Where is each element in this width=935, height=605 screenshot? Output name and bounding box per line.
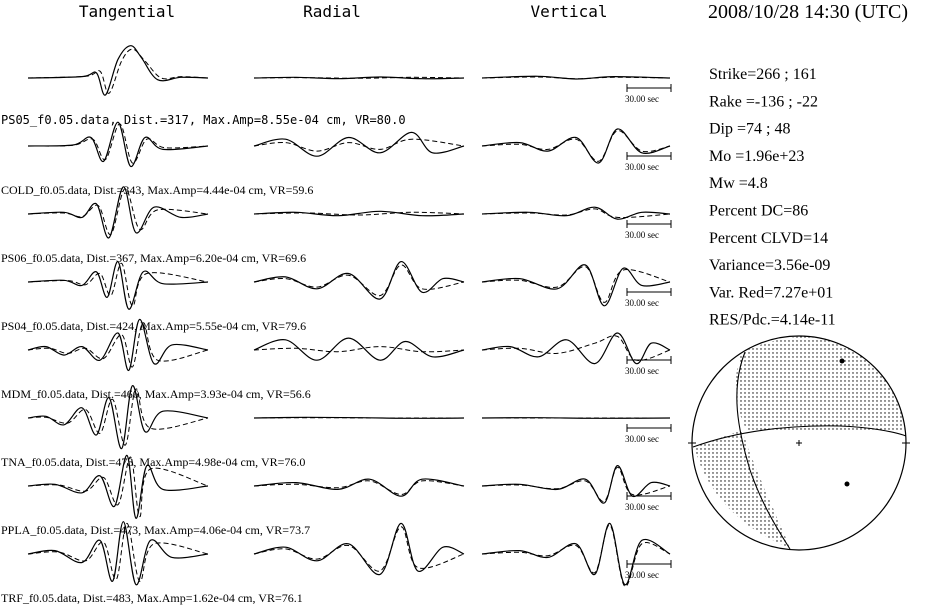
solution-row-7: Percent CLVD=14 — [709, 229, 829, 247]
station-label-8: TRF_f0.05.data, Dist.=483, Max.Amp=1.62e-04 cm, VR=76.1 — [1, 591, 303, 605]
focal-mechanism-beachball — [688, 336, 910, 551]
solution-row-1: Strike=266 ; 161 — [709, 66, 817, 83]
scale-bar-label: 30.00 sec — [625, 502, 659, 512]
station-label-7: PPLA_f0.05.data, Dist.=473, Max.Amp=4.06e-04 cm, VR=73.7 — [1, 523, 311, 537]
compressional-quadrant-1 — [736, 336, 906, 431]
solution-row-10: RES/Pdc.=4.14e-11 — [709, 311, 836, 329]
observed-trace-tangential-2 — [28, 122, 208, 166]
station-label-1: PS05_f0.05.data, Dist.=317, Max.Amp=8.55e-04 cm, VR=80.0 — [1, 113, 406, 127]
synthetic-trace-tangential-4 — [28, 263, 208, 306]
synthetic-trace-vertical-5 — [482, 336, 670, 361]
synthetic-trace-tangential-1 — [28, 49, 208, 93]
observed-trace-vertical-7 — [482, 466, 670, 504]
solution-row-9: Var. Red=7.27e+01 — [709, 284, 834, 302]
scale-bar-label: 30.00 sec — [625, 94, 659, 104]
solution-row-2: Rake =-136 ; -22 — [709, 93, 818, 111]
solution-parameters — [709, 66, 836, 329]
component-header-radial: Radial — [303, 2, 361, 21]
synthetic-trace-radial-5 — [254, 347, 464, 352]
compressional-quadrant-2 — [694, 430, 790, 548]
scale-bar-label: 30.00 sec — [625, 162, 659, 172]
scale-bar-label: 30.00 sec — [625, 434, 659, 444]
station-labels — [1, 113, 406, 605]
component-header-tangential: Tangential — [78, 2, 176, 21]
scale-bar-label: 30.00 sec — [625, 570, 659, 580]
synthetic-trace-vertical-2 — [482, 131, 670, 162]
station-label-2: COLD_f0.05.data, Dist.=343, Max.Amp=4.44e-04 cm, VR=59.6 — [1, 183, 314, 197]
t-axis-marker — [845, 482, 850, 487]
station-label-5: MDM_f0.05.data, Dist.=466, Max.Amp=3.93e-04 cm, VR=56.6 — [1, 387, 311, 401]
synthetic-trace-tangential-2 — [28, 124, 208, 163]
p-axis-marker — [840, 359, 845, 364]
station-label-3: PS06_f0.05.data, Dist.=367, Max.Amp=6.20e-04 cm, VR=69.6 — [1, 251, 307, 265]
station-label-4: PS04_f0.05.data, Dist.=424, Max.Amp=5.55e-04 cm, VR=79.6 — [1, 319, 307, 333]
solution-row-3: Dip =74 ; 48 — [709, 120, 791, 138]
component-header-vertical: Vertical — [530, 2, 608, 21]
observed-trace-vertical-2 — [482, 129, 670, 163]
solution-row-4: Mo =1.96e+23 — [709, 147, 805, 165]
scale-bar-label: 30.00 sec — [625, 298, 659, 308]
event-time: 2008/10/28 14:30 (UTC) — [708, 1, 908, 23]
solution-row-6: Percent DC=86 — [709, 202, 809, 220]
scale-bar-label: 30.00 sec — [625, 366, 659, 376]
scale-bar-label: 30.00 sec — [625, 230, 659, 240]
solution-row-8: Variance=3.56e-09 — [709, 257, 831, 275]
station-label-6: TNA_f0.05.data, Dist.=473, Max.Amp=4.98e-04 cm, VR=76.0 — [1, 455, 306, 469]
solution-row-5: Mw =4.8 — [709, 175, 768, 193]
observed-trace-radial-4 — [254, 262, 464, 300]
observed-trace-radial-7 — [254, 479, 464, 496]
